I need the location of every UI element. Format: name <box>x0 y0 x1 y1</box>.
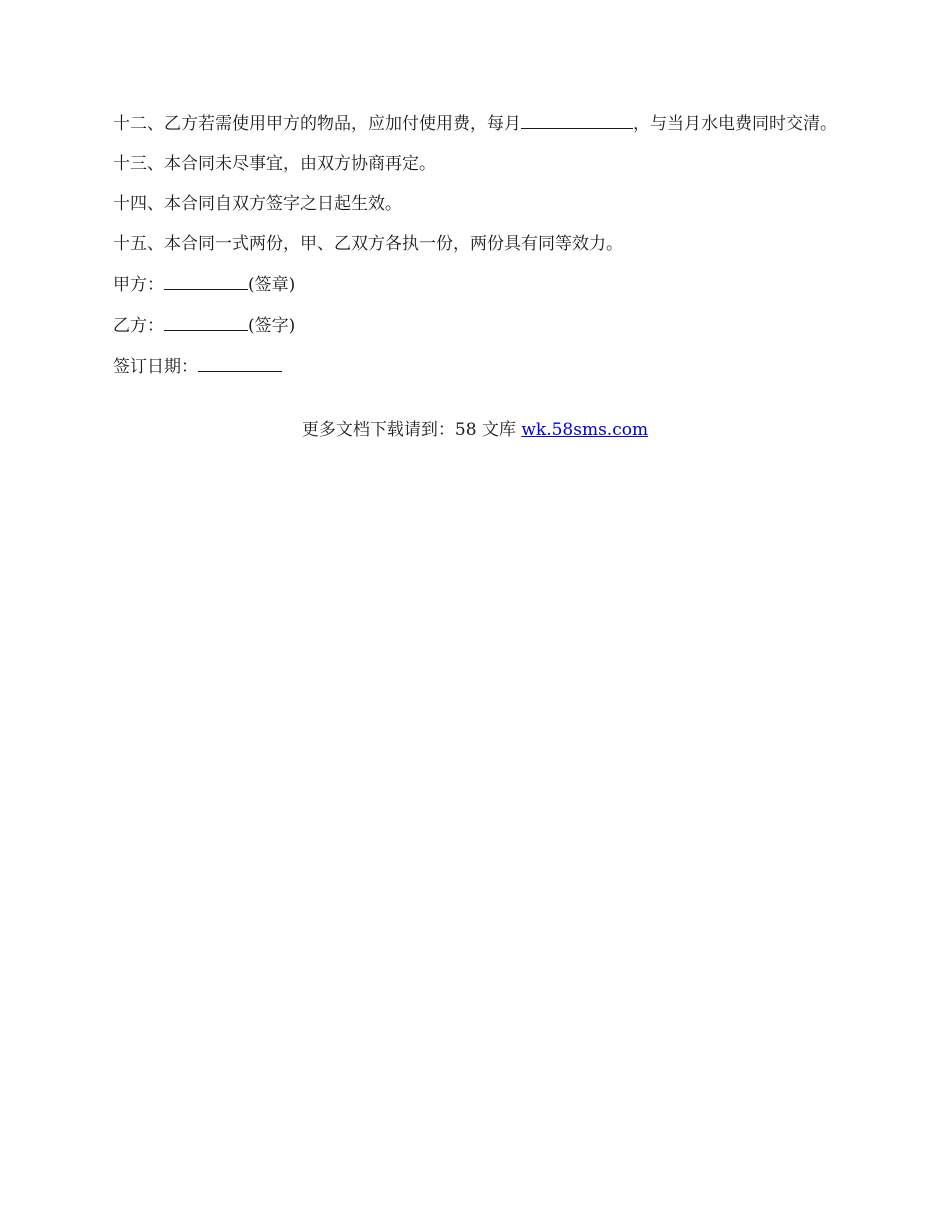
clause-12-text-before: 十二、乙方若需使用甲方的物品，应加付使用费，每月 <box>113 114 521 134</box>
signing-date-label: 签订日期： <box>113 357 198 377</box>
clause-15: 十五、本合同一式两份，甲、乙双方各执一份，两份具有同等效力。 <box>113 234 623 254</box>
download-footer <box>0 418 950 442</box>
clause-13: 十三、本合同未尽事宜，由双方协商再定。 <box>113 154 436 174</box>
party-b-suffix: (签字) <box>248 316 296 336</box>
clause-12-text-after: ，与当月水电费同时交清。 <box>633 114 837 134</box>
monthly-fee-blank <box>521 113 633 129</box>
clause-14: 十四、本合同自双方签字之日起生效。 <box>113 194 402 214</box>
party-a-suffix: (签章) <box>248 275 296 295</box>
signing-date-line <box>113 356 841 378</box>
footer-link[interactable]: wk.58sms.com <box>521 420 649 440</box>
party-b-label: 乙方： <box>113 316 164 336</box>
party-a-label: 甲方： <box>113 275 164 295</box>
party-a-signature-line <box>113 274 841 296</box>
signing-date-blank <box>198 356 282 372</box>
document-body <box>113 113 841 397</box>
party-b-signature-line <box>113 315 841 337</box>
clause-12 <box>113 113 841 135</box>
footer-prefix: 更多文档下载请到：58 文库 <box>301 420 522 440</box>
party-b-signature-blank <box>164 315 248 331</box>
party-a-signature-blank <box>164 274 248 290</box>
